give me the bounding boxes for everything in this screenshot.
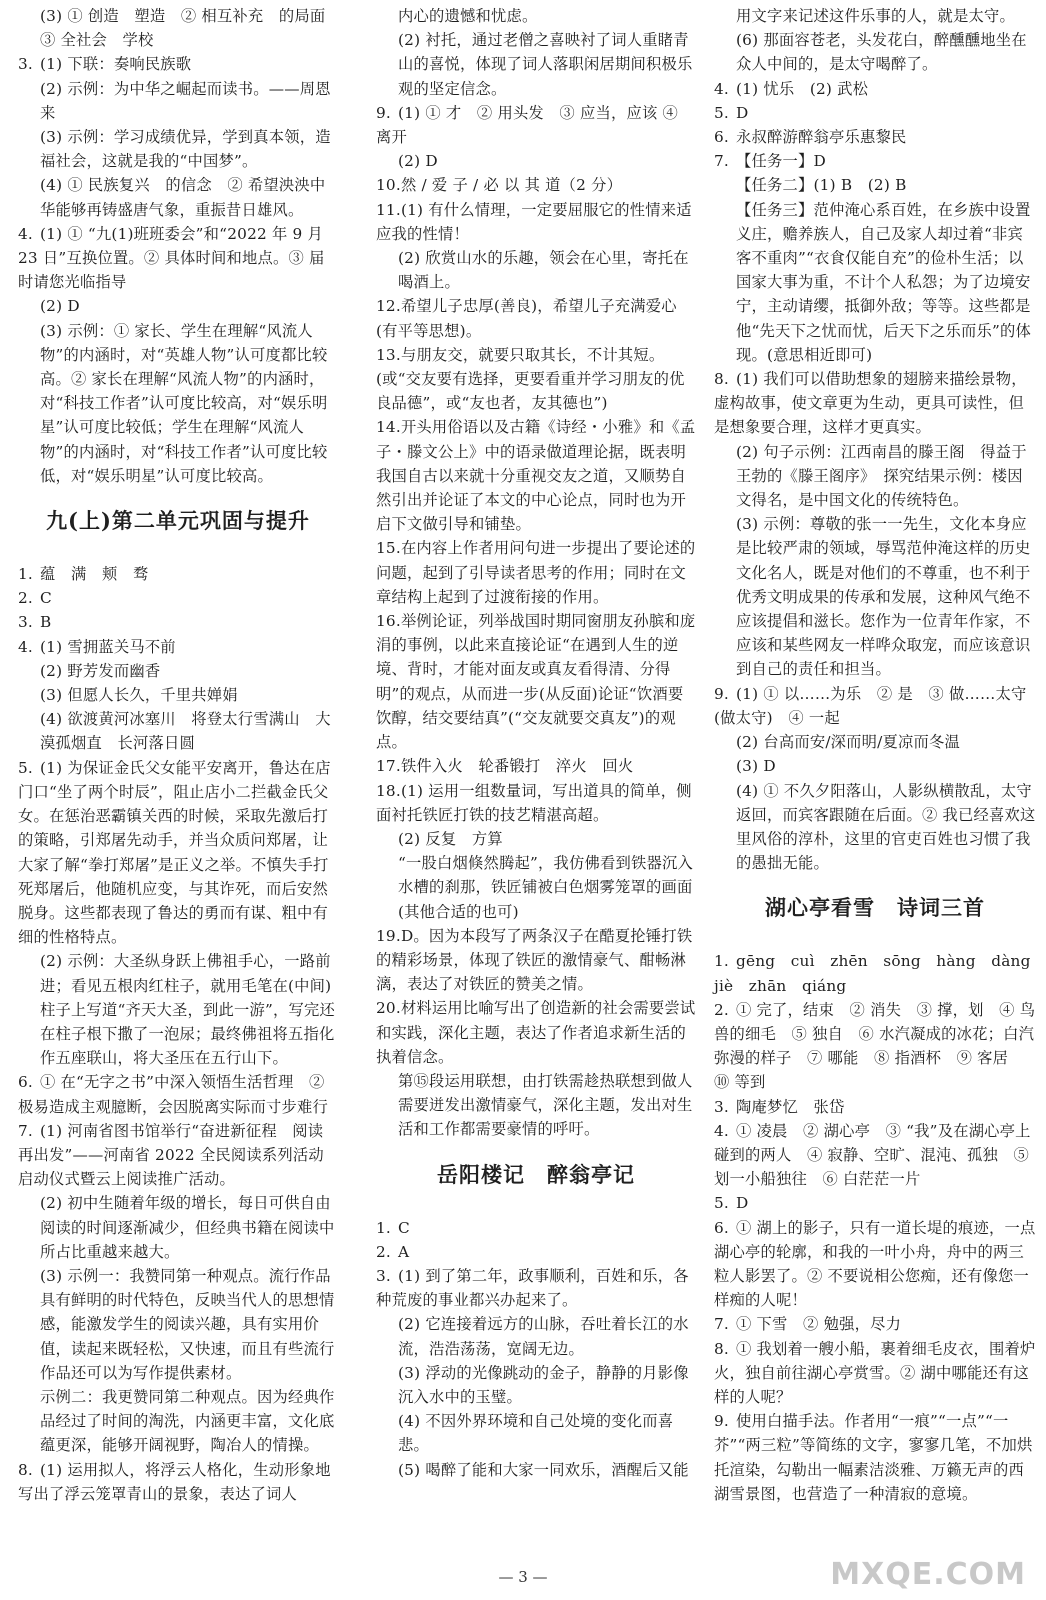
answer-item <box>18 949 338 1070</box>
answer-item <box>18 586 338 610</box>
answer-item <box>376 924 696 997</box>
item-number: 2. <box>714 1000 729 1019</box>
answer-item <box>376 198 696 246</box>
item-text: 内心的遗憾和忧虑。 <box>398 7 538 25</box>
answer-item <box>18 635 338 659</box>
answer-item <box>714 949 1046 997</box>
item-number: 5. <box>714 103 729 122</box>
item-number: 2. <box>376 1242 391 1261</box>
answer-item <box>18 1458 338 1506</box>
answer-item <box>376 1458 696 1482</box>
item-text: ① 完了，结束 ② 消失 ③ 撑，划 ④ 鸟兽的细毛 ⑤ 独自 ⑥ 水汽凝成的冰花；白汽弥漫的样子 ⑦ 哪能 ⑧ 指酒杯 ⑨ 客居 ⑩ 等到 <box>714 1000 1036 1092</box>
answer-item <box>376 101 696 149</box>
item-text: 永叔醉游醉翁亭乐惠黎民 <box>736 128 907 147</box>
item-number: 5. <box>714 1194 729 1213</box>
item-text: (1) 雪拥蓝关马不前 <box>40 637 176 656</box>
column-left <box>18 4 338 1506</box>
item-number: 18. <box>376 781 401 800</box>
item-number: 9. <box>714 1412 729 1431</box>
answer-item <box>376 754 696 778</box>
answer-item <box>714 1095 1036 1119</box>
item-text: ① 凌晨 ② 湖心亭 ③ “我”及在湖心亭上碰到的两人 ④ 寂静、空旷、混沌、孤独 ⑤ 划一小船独往 ⑥ 白茫茫一片 <box>714 1121 1031 1189</box>
answer-item <box>376 779 696 827</box>
answer-item <box>18 659 338 683</box>
answer-item <box>376 1409 696 1457</box>
item-text: (2) 句子示例：江西南昌的滕王阁 得益于王勃的《滕王阁序》 探究结果示例：楼因文得名，是中国文化的传统特色。 <box>736 442 1027 510</box>
answer-item <box>18 52 338 76</box>
item-text: (1) 运用一组数量词，写出道具的简单，侧面衬托铁匠打铁的技艺精湛高超。 <box>376 781 692 824</box>
answer-item <box>376 1361 696 1409</box>
item-text: ① 下雪 ② 勉强，尽力 <box>736 1315 902 1334</box>
item-number: 4. <box>18 224 33 243</box>
item-text: B <box>40 613 52 632</box>
item-text: A <box>398 1242 410 1261</box>
item-number: 8. <box>18 1460 33 1479</box>
answer-item <box>376 827 696 851</box>
item-text: (4) ① 不久夕阳落山，人影纵横散乱，太守返回，而宾客跟随在后面。② 我已经喜欢这里风俗的淳朴，这里的官吏百姓也习惯了我的愚拙无能。 <box>736 781 1036 873</box>
answer-item <box>18 1264 338 1385</box>
answer-item <box>376 1216 696 1240</box>
answer-item <box>376 343 696 416</box>
answer-item <box>714 1216 1036 1313</box>
item-text: 【任务一】D <box>736 152 826 171</box>
item-text: 示例二：我更赞同第二种观点。因为经典作品经过了时间的淘洗，内涵更丰富，文化底蕴更深，能够开阔视野，陶冶人的情操。 <box>40 1387 335 1455</box>
column-right <box>714 4 1046 1506</box>
answer-item <box>18 125 338 173</box>
item-number: 11. <box>376 200 401 219</box>
answer-item <box>376 536 696 609</box>
answer-item <box>714 198 1036 367</box>
item-text: C <box>40 589 52 608</box>
item-number: 12. <box>376 297 401 316</box>
answer-item <box>714 1337 1036 1410</box>
item-number: 4. <box>18 637 33 656</box>
item-text: 然 / 爱 子 / 必 以 其 道（2 分） <box>400 176 623 195</box>
answer-item <box>714 1191 1036 1215</box>
item-text: (4) 不因外界环境和自己处境的变化而喜悲。 <box>398 1412 674 1455</box>
answer-item <box>18 1385 338 1458</box>
item-text: (2) D <box>398 152 438 171</box>
item-number: 3. <box>18 55 33 74</box>
item-number: 14. <box>376 418 401 437</box>
answer-item <box>714 77 1036 101</box>
item-number: 9. <box>714 684 729 703</box>
item-text: C <box>398 1218 410 1237</box>
answer-item <box>376 851 696 924</box>
item-text: D <box>736 1194 749 1213</box>
answer-item <box>714 1409 1036 1506</box>
item-number: 4. <box>714 1121 729 1140</box>
answer-item <box>376 4 696 28</box>
answer-item <box>376 609 696 754</box>
answer-item <box>714 125 1036 149</box>
answer-item <box>714 512 1036 681</box>
item-number: 3. <box>376 1266 391 1285</box>
item-text: 使用白描手法。作者用“一痕”“一点”“一芥”“两三粒”等简练的文字，寥寥几笔，不加烘托渲染，勾勒出一幅素洁淡雅、万籁无声的西湖雪景图，也营造了一种清寂的意境。 <box>714 1412 1033 1503</box>
answer-item <box>376 1264 696 1312</box>
item-text: (3) 示例：① 家长、学生在理解“风流人物”的内涵时，对“英雄人物”认可度都比较高。② 家长在理解“风流人物”的内涵时，对“科技工作者”认可度比较高，对“娱乐明星”认可度比较低；学生在理解“风流人物”的内涵时，对“科技工作者”认可度比较低，对“娱乐明星”认可度比较高。 <box>40 321 328 485</box>
answer-item <box>376 149 696 173</box>
answer-item <box>376 294 696 342</box>
item-text: (2) 示例：大圣纵身跃上佛祖手心，一路前进；看见五根肉红柱子，就用毛笔在(中间)柱子上写道“齐天大圣，到此一游”，写完还在柱子根下撒了一泡尿；最终佛祖将五指化作五座联山，将大圣压在五行山下。 <box>40 952 335 1068</box>
item-text: (2) D <box>40 297 80 316</box>
item-text: (1) ① 以……为乐 ② 是 ③ 做……太守(做太守) ④ 一起 <box>714 684 1027 727</box>
item-text: (4) ① 民族复兴 的信念 ② 希望泱泱中华能够再铸盛唐气象，重振昔日雄风。 <box>40 176 326 219</box>
item-text: (1) ① “九(1)班班委会”和“2022 年 9 月 23 日”互换位置。② 具体时间和地点。③ 届时请您光临指导 <box>18 224 325 292</box>
answer-item <box>18 294 338 318</box>
item-number: 6. <box>714 1218 729 1237</box>
answer-item <box>18 4 338 52</box>
answer-item <box>18 319 338 488</box>
item-number: 13. <box>376 345 401 364</box>
item-text: (2) 欣赏山水的乐趣，领会在心里，寄托在喝酒上。 <box>398 249 689 292</box>
item-number: 1. <box>18 565 33 584</box>
answer-item <box>18 683 338 707</box>
item-text: (1) 我们可以借助想象的翅膀来描绘景物，虚构故事，使文章更为生动，更具可读性，但是想象要合理，这样才更真实。 <box>714 370 1027 437</box>
item-text: (3) 示例：学习成绩优异，学到真本领，造福社会，这就是我的“中国梦”。 <box>40 128 331 171</box>
item-number: 20. <box>376 999 401 1018</box>
item-text: (2) 初中生随着年级的增长，每日可供自由阅读的时间逐渐减少，但经典书籍在阅读中所占比重越来越大。 <box>40 1194 335 1261</box>
item-number: 19. <box>376 926 401 945</box>
item-text: (3) 浮动的光像跳动的金子，静静的月影像沉入水中的玉璧。 <box>398 1363 689 1406</box>
item-number: 8. <box>714 1339 729 1358</box>
item-number: 3. <box>18 613 33 632</box>
item-text: 第⑮段运用联想，由打铁需趁热联想到做人需要迸发出激情豪气，深化主题，发出对生活和工作都需要豪情的呼吁。 <box>398 1071 693 1139</box>
answer-item <box>714 367 1036 440</box>
item-text: (1) 运用拟人，将浮云人格化，生动形象地写出了浮云笼罩青山的景象，表达了词人 <box>18 1460 331 1503</box>
answer-item <box>376 1312 696 1360</box>
item-text: (6) 那面容苍老，头发花白，醉醺醺地坐在众人中间的，是太守喝醉了。 <box>736 31 1027 74</box>
item-text: (2) 反复 方算 <box>398 829 503 848</box>
section-heading: 岳阳楼记 醉翁亭记 <box>437 1161 635 1187</box>
item-text: 开头用俗语以及古籍《诗经・小雅》和《孟子・滕文公上》中的语录做道理论据，既表明我国自古以来就十分重视交友之道，又顺势自然引出并论证了本文的中心论点，同时也为开启下文做引导和铺垫。 <box>376 418 696 534</box>
item-text: D <box>736 103 749 122</box>
answer-item <box>714 682 1036 730</box>
item-number: 8. <box>714 370 729 389</box>
item-text: 陶庵梦忆 张岱 <box>736 1097 845 1116</box>
answer-item <box>18 610 338 634</box>
item-text: 举例论证，列举战国时期同窗朋友孙膑和庞涓的事例，以此来直接论证“在遇到人生的逆境、背时，才能对面友或真友看得清、分得明”的观点，从而进一步(从反面)论证“饮酒要饮醇，结交要结真”(“交友就要交真友”)的观点。 <box>376 612 696 752</box>
item-number: 3. <box>714 1097 729 1116</box>
item-text: (3) 示例一：我赞同第一种观点。流行作品具有鲜明的时代特色，反映当代人的思想情感，能激发学生的阅读兴趣，具有实用价值，读起来既轻松，又快速，而且有些流行作品还可以为写作提供素材。 <box>40 1266 335 1382</box>
answer-item <box>18 173 338 221</box>
item-number: 5. <box>18 758 33 777</box>
answer-item <box>714 440 1036 513</box>
item-text: ① 湖上的影子，只有一道长堤的痕迹，一点湖心亭的轮廓，和我的一叶小舟，舟中的两三粒人影罢了。② 不要说相公您痴，还有像您一样痴的人呢！ <box>714 1218 1036 1310</box>
item-text: (1) ① 才 ② 用头发 ③ 应当，应该 ④ 离开 <box>376 103 679 147</box>
item-text: 希望儿子忠厚(善良)，希望儿子充满爱心(有平等思想)。 <box>376 297 677 340</box>
item-text: (1) 到了第二年，政事顺利，百姓和乐，各种荒废的事业都兴办起来了。 <box>376 1266 689 1310</box>
item-text: (5) 喝醉了能和大家一同欢乐，酒醒后又能 <box>398 1460 689 1479</box>
answer-item <box>376 173 696 197</box>
item-text: 铁件入火 轮番锻打 淬火 回火 <box>400 757 634 776</box>
item-number: 7. <box>18 1121 33 1140</box>
item-number: 9. <box>376 103 391 122</box>
item-number: 16. <box>376 612 401 631</box>
answer-item <box>714 998 1036 1095</box>
item-number: 10. <box>376 176 401 195</box>
item-text: (3) ① 创造 塑造 ② 相互补充 的局面 ③ 全社会 学校 <box>40 7 326 50</box>
answer-item <box>714 4 1036 28</box>
item-number: 7. <box>714 152 729 171</box>
answer-item <box>714 173 1036 197</box>
answer-item <box>714 1312 1036 1336</box>
item-text: (1) 下联：奏响民族歌 <box>40 55 192 74</box>
item-text: (2) 野芳发而幽香 <box>40 661 161 680</box>
item-text: (3) 但愿人长久，千里共婵娟 <box>40 686 238 705</box>
item-text: 用文字来记述这件乐事的人，就是太守。 <box>736 7 1015 25</box>
answer-item <box>18 756 338 950</box>
item-text: D。因为本段写了两条汉子在酷夏抡锤打铁的精彩场景，体现了铁匠的激情豪气、酣畅淋漓，表达了对铁匠的赞美之情。 <box>376 926 693 994</box>
section-heading: 湖心亭看雪 诗词三首 <box>765 895 985 921</box>
item-text: “一股白烟倏然腾起”，我仿佛看到铁器沉入水槽的刹那，铁匠铺被白色烟雾笼罩的画面(其他合适的也可) <box>398 854 693 921</box>
answer-item <box>376 996 696 1069</box>
item-text: (1) 有什么情理，一定要屈服它的性情来适应我的性情！ <box>376 200 692 243</box>
answer-item <box>18 222 338 295</box>
answer-item <box>376 415 696 536</box>
item-number: 6. <box>714 128 729 147</box>
item-text: 【任务三】范仲淹心系百姓，在乡族中设置义庄，赡养族人，自己及家人却过着“非宾客不重肉”“衣食仅能自充”的俭朴生活；以国家大事为重，不计个人私怨；为了边境安宁，主动请缨，抵御外敌；等等。这些都是他“先天下之忧而忧，后天下之乐而乐”的体现。(意思相近即可) <box>736 200 1031 364</box>
answer-item <box>376 28 696 101</box>
answer-item <box>18 1119 338 1192</box>
item-text: (4) 欲渡黄河冰塞川 将登太行雪满山 大漠孤烟直 长河落日圆 <box>40 710 331 753</box>
item-number: 1. <box>376 1218 391 1237</box>
answer-item <box>18 1191 338 1264</box>
item-number: 6. <box>18 1073 33 1092</box>
item-number: 4. <box>714 79 729 98</box>
item-number: 7. <box>714 1315 729 1334</box>
item-text: (1) 为保证金氏父女能平安离开，鲁达在店门口“坐了两个时辰”，阻止店小二拦截金氏父女。在惩治恶霸镇关西的时候，采取先激后打的策略，引郑屠先动手，并当众质问郑屠，让大家了解“拳打郑屠”是正义之举。不慎失手打死郑屠后，他随机应变，与其诈死，而后安然脱身。这些都表现了鲁达的勇而有谋、粗中有细的性格特点。 <box>18 758 331 947</box>
item-text: 在内容上作者用问句进一步提出了要论述的问题，起到了引导读者思考的作用；同时在文章结构上起到了过渡衔接的作用。 <box>376 539 696 606</box>
answer-item <box>714 779 1036 876</box>
page-number: — 3 — <box>498 1568 548 1586</box>
watermark-logo: MXQE.COM <box>830 1557 1026 1592</box>
item-text: (2) 示例：为中华之崛起而读书。——周恩来 <box>40 79 331 122</box>
answer-item <box>714 754 1036 778</box>
answer-item <box>18 77 338 125</box>
item-text: (2) 衬托，通过老僧之喜映衬了词人重睹青山的喜悦，体现了词人落职闲居期间积极乐观的坚定信念。 <box>398 31 693 98</box>
item-number: 17. <box>376 757 401 776</box>
item-text: ① 我划着一艘小船，裹着细毛皮衣，围着炉火，独自前往湖心亭赏雪。② 湖中哪能还有这样的人呢？ <box>714 1339 1036 1406</box>
answer-item <box>714 101 1036 125</box>
answer-item <box>18 562 338 586</box>
column-middle <box>376 4 696 1482</box>
item-text: 与朋友交，就要只取其长，不计其短。(或“交友要有选择，更要看重并学习朋友的优良品德”，或“友也者，友其德也”) <box>376 345 685 413</box>
item-text: (3) 示例：尊敬的张一一先生，文化本身应是比较严肃的领域，辱骂范仲淹这样的历史文化名人，既是对他们的不尊重，也不利于优秀文明成果的传承和发展，这种风气绝不应该提倡和滋长。您作为一位青年作家，不应该和某些网友一样哗众取宠，而应该意识到自己的责任和担当。 <box>736 515 1031 679</box>
item-text: gēng cuì zhēn sōng hàng dàng jiè zhān qiáng <box>714 952 1046 995</box>
answer-item <box>376 1240 696 1264</box>
item-text: (2) 它连接着远方的山脉，吞吐着长江的水流，浩浩荡荡，宽阔无边。 <box>398 1315 689 1358</box>
item-text: 【任务二】(1) B (2) B <box>736 176 907 195</box>
answer-item <box>18 707 338 755</box>
answer-item <box>18 1070 338 1118</box>
answer-item <box>714 149 1036 173</box>
item-text: 蕴 满 颊 骛 <box>40 565 149 584</box>
item-number: 1. <box>714 952 729 971</box>
answer-item <box>376 246 696 294</box>
item-number: 2. <box>18 589 33 608</box>
item-text: (1) 忧乐 (2) 武松 <box>736 79 869 98</box>
answer-item <box>714 1119 1036 1192</box>
item-number: 15. <box>376 539 401 558</box>
answer-item <box>714 28 1036 76</box>
item-text: ① 在“无字之书”中深入领悟生活哲理 ② 极易造成主观臆断，会因脱离实际而寸步难行 <box>18 1073 328 1116</box>
item-text: (3) D <box>736 757 776 776</box>
item-text: (1) 河南省图书馆举行“奋进新征程 阅读再出发”——河南省 2022 全民阅读系列活动启动仪式暨云上阅读推广活动。 <box>18 1121 324 1189</box>
item-text: (2) 台高而安/深而明/夏凉而冬温 <box>736 733 961 752</box>
section-heading: 九(上)第二单元巩固与提升 <box>46 508 310 534</box>
answer-item <box>376 1069 696 1142</box>
item-text: 材料运用比喻写出了创造新的社会需要尝试和实践，深化主题，表达了作者追求新生活的执着信念。 <box>376 999 696 1066</box>
answer-item <box>714 730 1036 754</box>
